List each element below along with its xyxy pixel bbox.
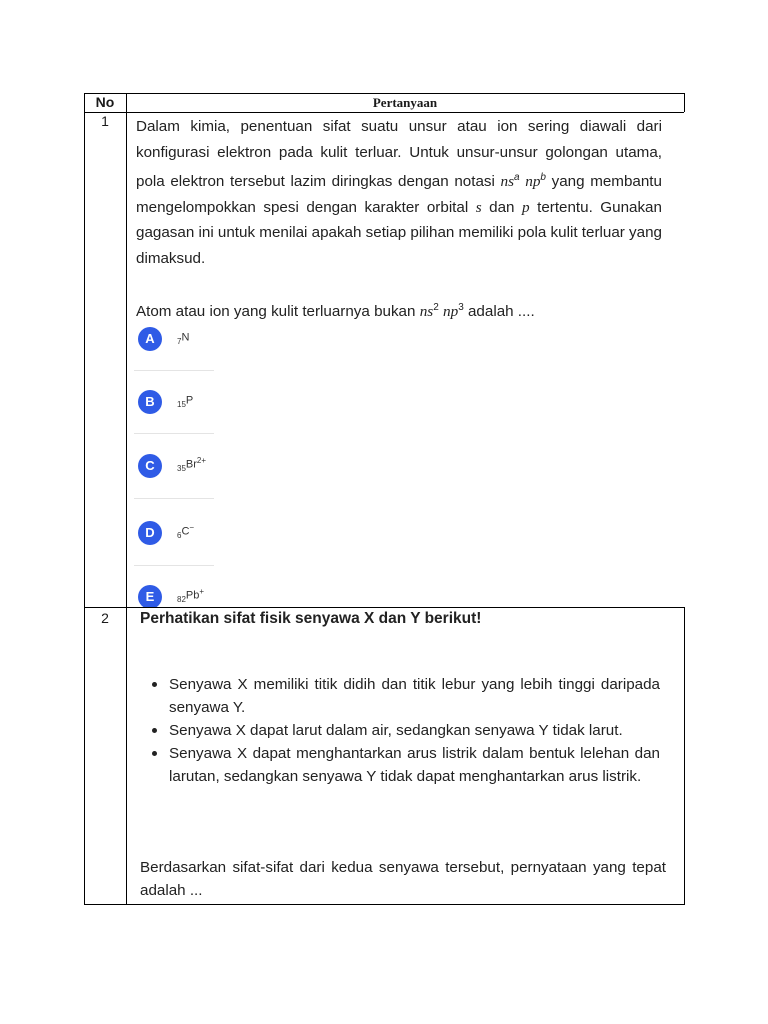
- orbital-p: p: [522, 198, 530, 216]
- q2-prompt: Berdasarkan sifat-sifat dari kedua senyawa tersebut, pernyataan yang tepat adalah ...: [140, 859, 666, 899]
- header-bottom-border: [84, 112, 684, 113]
- column-divider: [126, 93, 127, 905]
- prompt-exp2: 3: [458, 302, 464, 313]
- notation-a: a: [514, 172, 520, 183]
- header-question: Pertanyaan: [372, 95, 438, 110]
- option-a-badge[interactable]: A: [138, 327, 162, 351]
- list-item: Senyawa X dapat menghantarkan arus listrik dalam bentuk lelehan dan larutan, sedangkan senyawa Y tidak dapat menghantarkan arus listrik.: [150, 742, 660, 788]
- option-c-badge[interactable]: C: [138, 454, 162, 478]
- q2-property-list: [150, 673, 660, 788]
- q1-text-after: tertentu. Gunakan gagasan ini untuk menilai apakah setiap pilihan memiliki pola kulit terluar yang dimaksud.: [136, 198, 662, 267]
- option-b[interactable]: [136, 390, 214, 436]
- option-d[interactable]: [136, 521, 214, 567]
- option-e-element: $_{82}$Pb+: [177, 587, 205, 604]
- notation: [501, 173, 546, 190]
- list-item: Senyawa X memiliki titik didih dan titik lebur yang lebih tinggi daripada senyawa Y.: [150, 673, 660, 719]
- row-number-1: 1: [101, 113, 109, 129]
- option-d-badge[interactable]: D: [138, 521, 162, 545]
- option-divider: [134, 565, 214, 566]
- q1-prompt: [136, 296, 535, 324]
- header-right-border: [684, 93, 685, 112]
- q1-text-before: Dalam kimia, penentuan sifat suatu unsur atau ion sering diawali dari konfigurasi elektron pada kulit terluar. Untuk unsur-unsur golongan utama, pola elektron tersebut lazim diringkas dengan notasi: [136, 118, 662, 191]
- table-bottom-border: [84, 904, 685, 905]
- q1-paragraph: [136, 114, 662, 271]
- row2-right-border: [684, 607, 685, 905]
- option-b-element: $_{15}$P: [177, 394, 194, 409]
- prompt-ns: ns: [419, 303, 434, 321]
- option-a-element: $_7$N: [177, 331, 190, 346]
- orbital-s: s: [475, 198, 482, 216]
- option-c-element: $_{35}Br^{2+}$: [177, 456, 207, 473]
- q1-text-dan: dan: [489, 198, 515, 216]
- notation-b: b: [540, 172, 546, 183]
- option-d-element: $_6$C−: [177, 523, 195, 540]
- prompt-np: np: [443, 303, 459, 321]
- option-e-badge[interactable]: E: [138, 585, 162, 607]
- option-e[interactable]: [136, 585, 214, 607]
- option-divider: [134, 433, 214, 434]
- option-divider: [134, 370, 214, 371]
- notation-np: np: [525, 173, 541, 191]
- option-divider: [134, 498, 214, 499]
- q1-prompt-after: adalah ....: [467, 303, 535, 321]
- header-no: No: [95, 94, 115, 110]
- option-c[interactable]: [136, 454, 214, 500]
- q2-title: Perhatikan sifat fisik senyawa X dan Y berikut!: [140, 610, 482, 627]
- list-item: Senyawa X dapat larut dalam air, sedangkan senyawa Y tidak larut.: [150, 719, 660, 742]
- row-number-2: 2: [101, 610, 109, 626]
- prompt-exp1: 2: [433, 302, 439, 313]
- table-left-border: [84, 93, 85, 905]
- option-a[interactable]: [136, 327, 214, 373]
- option-b-badge[interactable]: B: [138, 390, 162, 414]
- q1-text-mid: yang membantu mengelompokkan spesi dengan karakter orbital: [136, 173, 662, 216]
- notation-ns: ns: [500, 173, 515, 191]
- q1-prompt-before: Atom atau ion yang kulit terluarnya bukan: [136, 303, 416, 321]
